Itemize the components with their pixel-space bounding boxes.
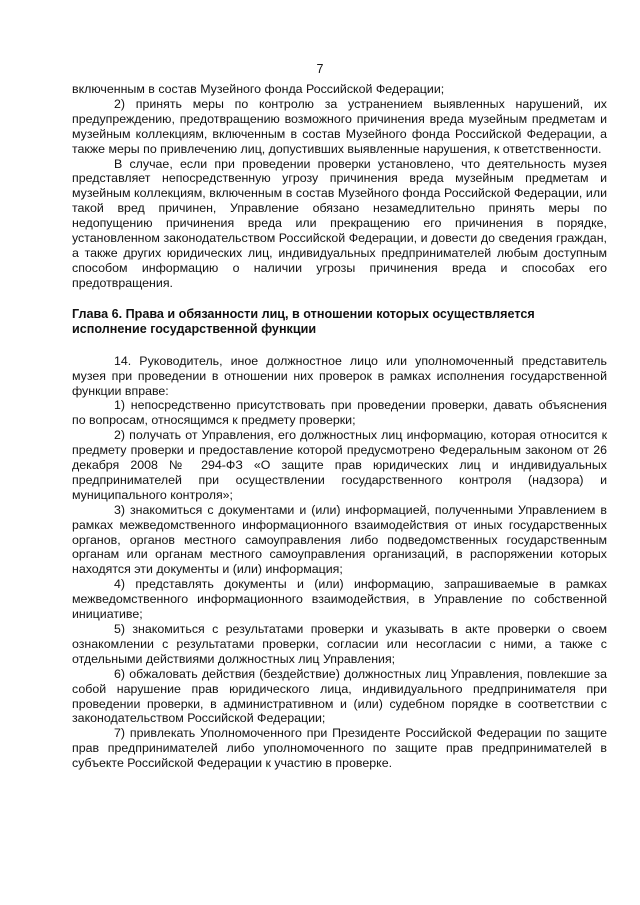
page-number: 7 [316, 62, 324, 76]
paragraph-right-4: 4) представлять документы и (или) информацию, запрашиваемые в рамках межведомственного информационного взаимодействия, в Управление по собственной инициативе; [72, 577, 607, 622]
document-body [72, 82, 607, 771]
paragraph-14-intro: 14. Руководитель, иное должностное лицо или уполномоченный представитель музея при проведении в отношении них проверок в рамках исполнения государственной функции вправе: [72, 353, 607, 398]
paragraph-continuation: включенным в состав Музейного фонда Российской Федерации; [72, 82, 445, 96]
chapter-heading-line-1: Глава 6. Права и обязанности лиц, в отношении которых осуществляется [72, 306, 535, 321]
chapter-heading-line-2: исполнение государственной функции [72, 321, 317, 336]
paragraph-right-2: 2) получать от Управления, его должностных лиц информацию, которая относится к предмету проверки и предоставление которой предусмотрено Федеральным законом от 26 декабря 2008 № 294-ФЗ «О защите прав юридических лиц и индивидуальных предпринимателей при осуществлении государственного контроля (надзора) и муниципального контроля»; [72, 428, 607, 502]
paragraph-right-3: 3) знакомиться с документами и (или) информацией, полученными Управлением в рамках межведомственного информационного взаимодействия от иных государственных органов, органов местного самоуправления либо подведомственных государственным органам или органам местного самоуправления организаций, в распоряжении которых находятся эти документы и (или) информация; [72, 502, 607, 577]
paragraph-right-6: 6) обжаловать действия (бездействие) должностных лиц Управления, повлекшие за собой нарушение прав юридического лица, индивидуального предпринимателя при проведении проверки, в административном и (или) судебном порядке в соответствии с законодательством Российской Федерации; [72, 666, 607, 726]
paragraph-threat-case: В случае, если при проведении проверки установлено, что деятельность музея представляет непосредственную угрозу причинения вреда музейным предметам и музейным коллекциям, включенным в состав Музейного фонда Российской Федерации, или такой вред причинен, Управление обязано незамедлительно принять меры по недопущению причинения вреда или прекращению его причинения в порядке, установленном законодательством Российской Федерации, и довести до сведения граждан, а также других юридических лиц, индивидуальных предпринимателей любым доступным способом информацию о наличии угрозы причинения вреда и способах его предотвращения. [72, 156, 607, 290]
paragraph-item-2: 2) принять меры по контролю за устранением выявленных нарушений, их предупреждению, предотвращению возможного причинения вреда музейным предметам и музейным коллекциям, включенным в состав Музейного фонда Российской Федерации, а также меры по привлечению лиц, допустивших выявленные нарушения, к ответственности. [72, 96, 607, 156]
paragraph-right-1: 1) непосредственно присутствовать при проведении проверки, давать объяснения по вопросам, относящимся к предмету проверки; [72, 398, 607, 428]
paragraph-right-5: 5) знакомиться с результатами проверки и указывать в акте проверки о своем ознакомлении с результатами проверки, согласии или несогласии с ними, а также с отдельными действиями должностных лиц Управления; [72, 622, 607, 666]
paragraph-right-7: 7) привлекать Уполномоченного при Президенте Российской Федерации по защите прав предпринимателей либо уполномоченного по защите прав предпринимателей в субъекте Российской Федерации к участию в проверке. [72, 726, 607, 771]
